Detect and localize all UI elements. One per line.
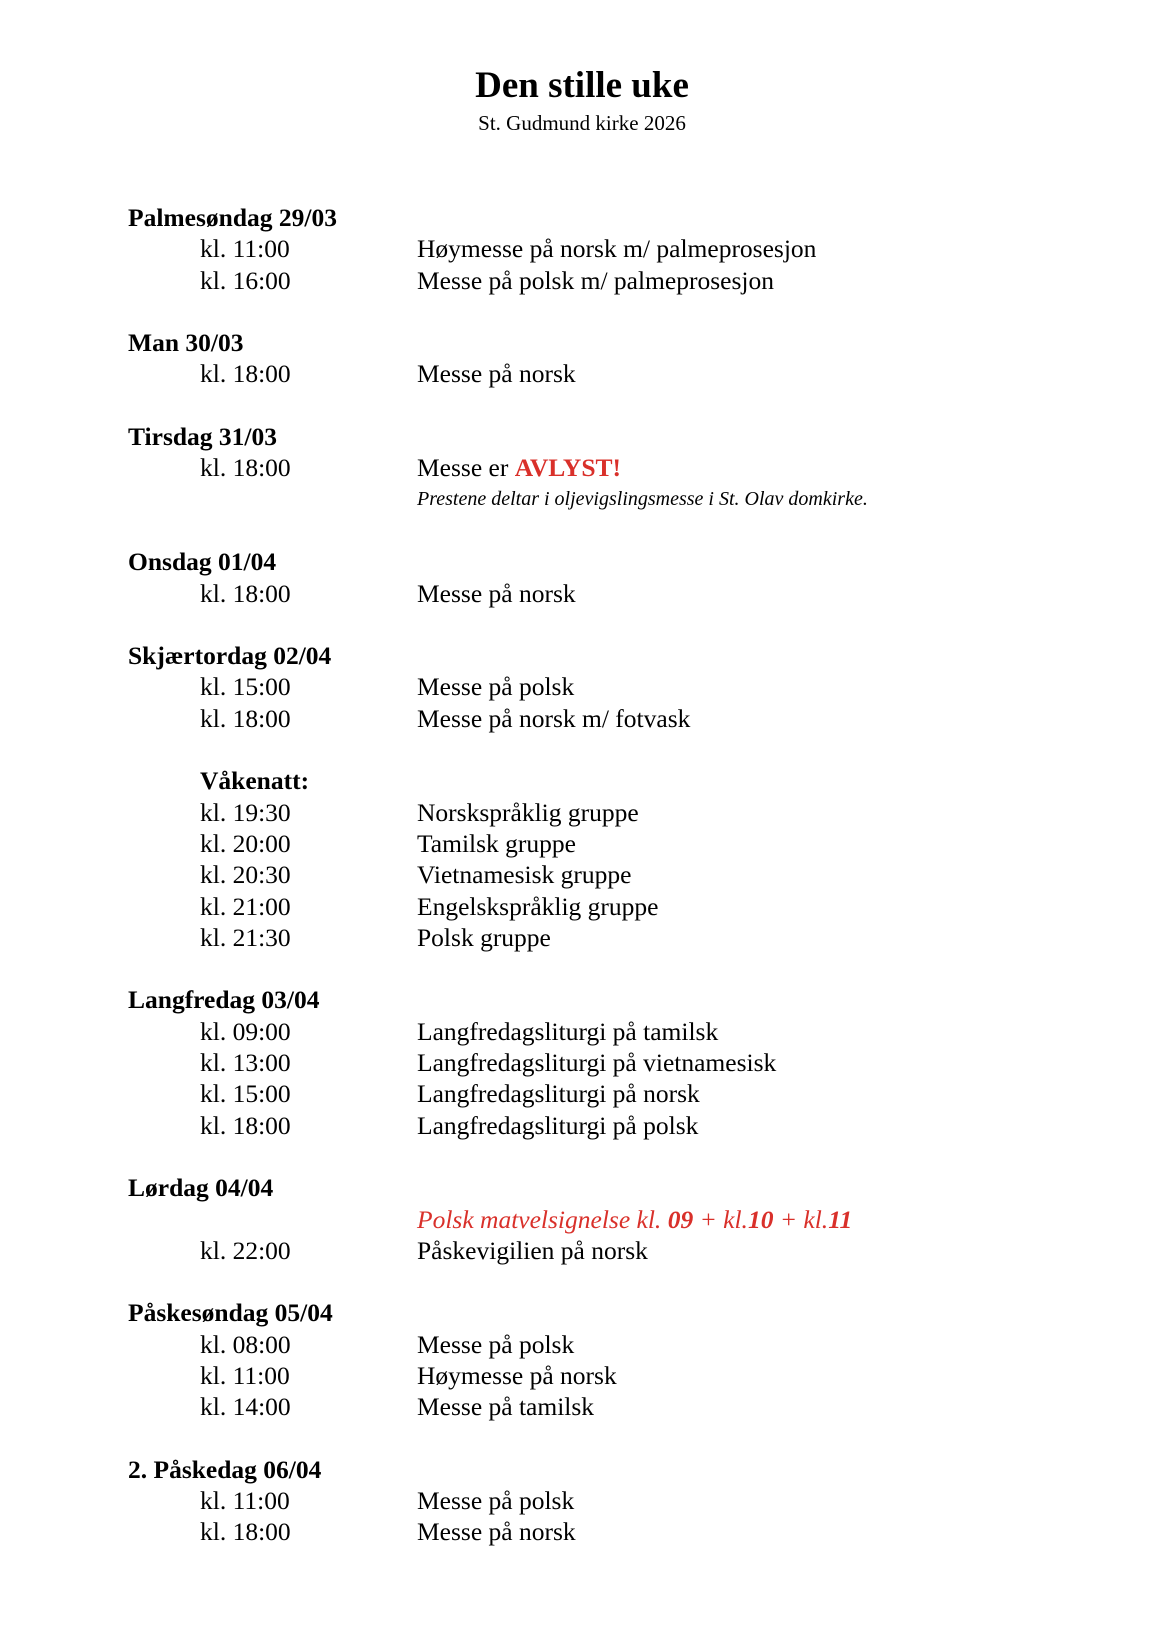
item-time: kl. 18:00 [200,1517,291,1547]
item-time: kl. 22:00 [200,1235,291,1265]
item-desc: Langfredagsliturgi på polsk [417,1110,699,1140]
day-heading: Onsdag 01/04 [128,547,277,577]
schedule-item [128,797,1108,828]
item-desc: Høymesse på norsk [417,1360,617,1390]
schedule-item [128,1329,1108,1360]
day-heading: Palmesøndag 29/03 [128,203,337,232]
schedule-item [128,859,1108,890]
item-time: kl. 13:00 [200,1048,291,1078]
notice-hour: 10 [747,1204,774,1234]
item-desc: Tamilsk gruppe [417,828,576,858]
schedule-item [128,452,1108,483]
schedule [128,202,1108,1548]
item-time: kl. 14:00 [200,1392,291,1422]
desc-prefix: Messe er [417,453,515,483]
schedule-item [128,922,1108,953]
page-title: Den stille uke [475,65,689,106]
day-heading: Tirsdag 31/03 [128,422,278,452]
item-time: kl. 11:00 [200,1360,290,1390]
item-time: kl. 20:30 [200,860,291,890]
item-desc: Høymesse på norsk m/ palmeprosesjon [417,234,817,264]
notice-hour: 09 [667,1204,694,1234]
notice-text: + kl. [693,1204,748,1234]
item-desc: Messe på polsk [417,1329,575,1359]
item-time: kl. 09:00 [200,1016,291,1046]
item-time: kl. 20:00 [200,828,291,858]
notice-text: Polsk matvelsignelse kl. [417,1204,668,1234]
schedule-note [128,484,1108,515]
day-heading: 2. Påskedag 06/04 [128,1454,322,1484]
schedule-item [128,578,1108,609]
item-time: kl. 08:00 [200,1329,291,1359]
page-subtitle: St. Gudmund kirke 2026 [478,111,686,135]
special-notice [128,1204,1108,1235]
schedule-item [128,1360,1108,1391]
day-heading: Lørdag 04/04 [128,1173,274,1203]
schedule-item [128,1110,1108,1141]
item-desc [417,452,621,483]
notice-text: + kl. [773,1204,829,1234]
item-desc: Langfredagsliturgi på norsk [417,1079,700,1109]
item-desc: Messe på polsk [417,672,575,702]
item-time: kl. 18:00 [200,1110,291,1140]
schedule-item [128,1016,1108,1047]
item-desc: Messe på norsk m/ fotvask [417,703,691,733]
item-time: kl. 15:00 [200,1079,291,1109]
item-desc: Messe på norsk [417,578,576,608]
schedule-item [128,1391,1108,1422]
item-desc: Messe på polsk [417,1486,575,1516]
item-time: kl. 18:00 [200,578,291,608]
item-desc: Vietnamesisk gruppe [417,860,632,890]
item-time: kl. 21:30 [200,922,291,952]
schedule-item [128,1235,1108,1266]
cancelled-badge: AVLYST! [514,453,622,483]
schedule-item [128,1485,1108,1516]
food-blessing-notice [417,1204,852,1235]
item-desc: Norskspråklig gruppe [417,797,639,827]
item-time: kl. 18:00 [200,703,291,733]
schedule-item [128,1047,1108,1078]
item-desc: Messe på tamilsk [417,1392,595,1422]
item-time: kl. 16:00 [200,265,291,295]
day-heading: Skjærtordag 02/04 [128,641,332,671]
item-desc: Messe på norsk [417,359,576,389]
schedule-item [128,828,1108,859]
item-time: kl. 19:30 [200,797,291,827]
item-desc: Langfredagsliturgi på tamilsk [417,1016,719,1046]
day-heading: Påskesøndag 05/04 [128,1298,333,1328]
item-time: kl. 18:00 [200,453,291,483]
item-time: kl. 21:00 [200,891,291,921]
schedule-item [128,671,1108,702]
item-time: kl. 18:00 [200,359,291,389]
item-desc: Messe på polsk m/ palmeprosesjon [417,265,774,295]
item-time: kl. 11:00 [200,234,290,264]
schedule-item [128,265,1108,296]
note-text: Prestene deltar i oljevigslingsmesse i St. Olav domkirke. [417,487,868,510]
item-desc: Polsk gruppe [417,922,551,952]
schedule-item [128,1078,1108,1109]
day-heading: Langfredag 03/04 [128,985,320,1015]
day-heading: Man 30/03 [128,328,244,358]
item-time: kl. 15:00 [200,672,291,702]
item-desc: Engelskspråklig gruppe [417,891,659,921]
schedule-item [128,1516,1108,1547]
vigil-heading: Våkenatt: [200,766,310,796]
schedule-item [128,233,1108,264]
item-time: kl. 11:00 [200,1486,290,1516]
schedule-item [128,703,1108,734]
schedule-item [128,358,1108,389]
notice-hour: 11 [828,1204,853,1234]
schedule-item [128,891,1108,922]
item-desc: Messe på norsk [417,1517,576,1547]
item-desc: Påskevigilien på norsk [417,1235,648,1265]
item-desc: Langfredagsliturgi på vietnamesisk [417,1048,777,1078]
